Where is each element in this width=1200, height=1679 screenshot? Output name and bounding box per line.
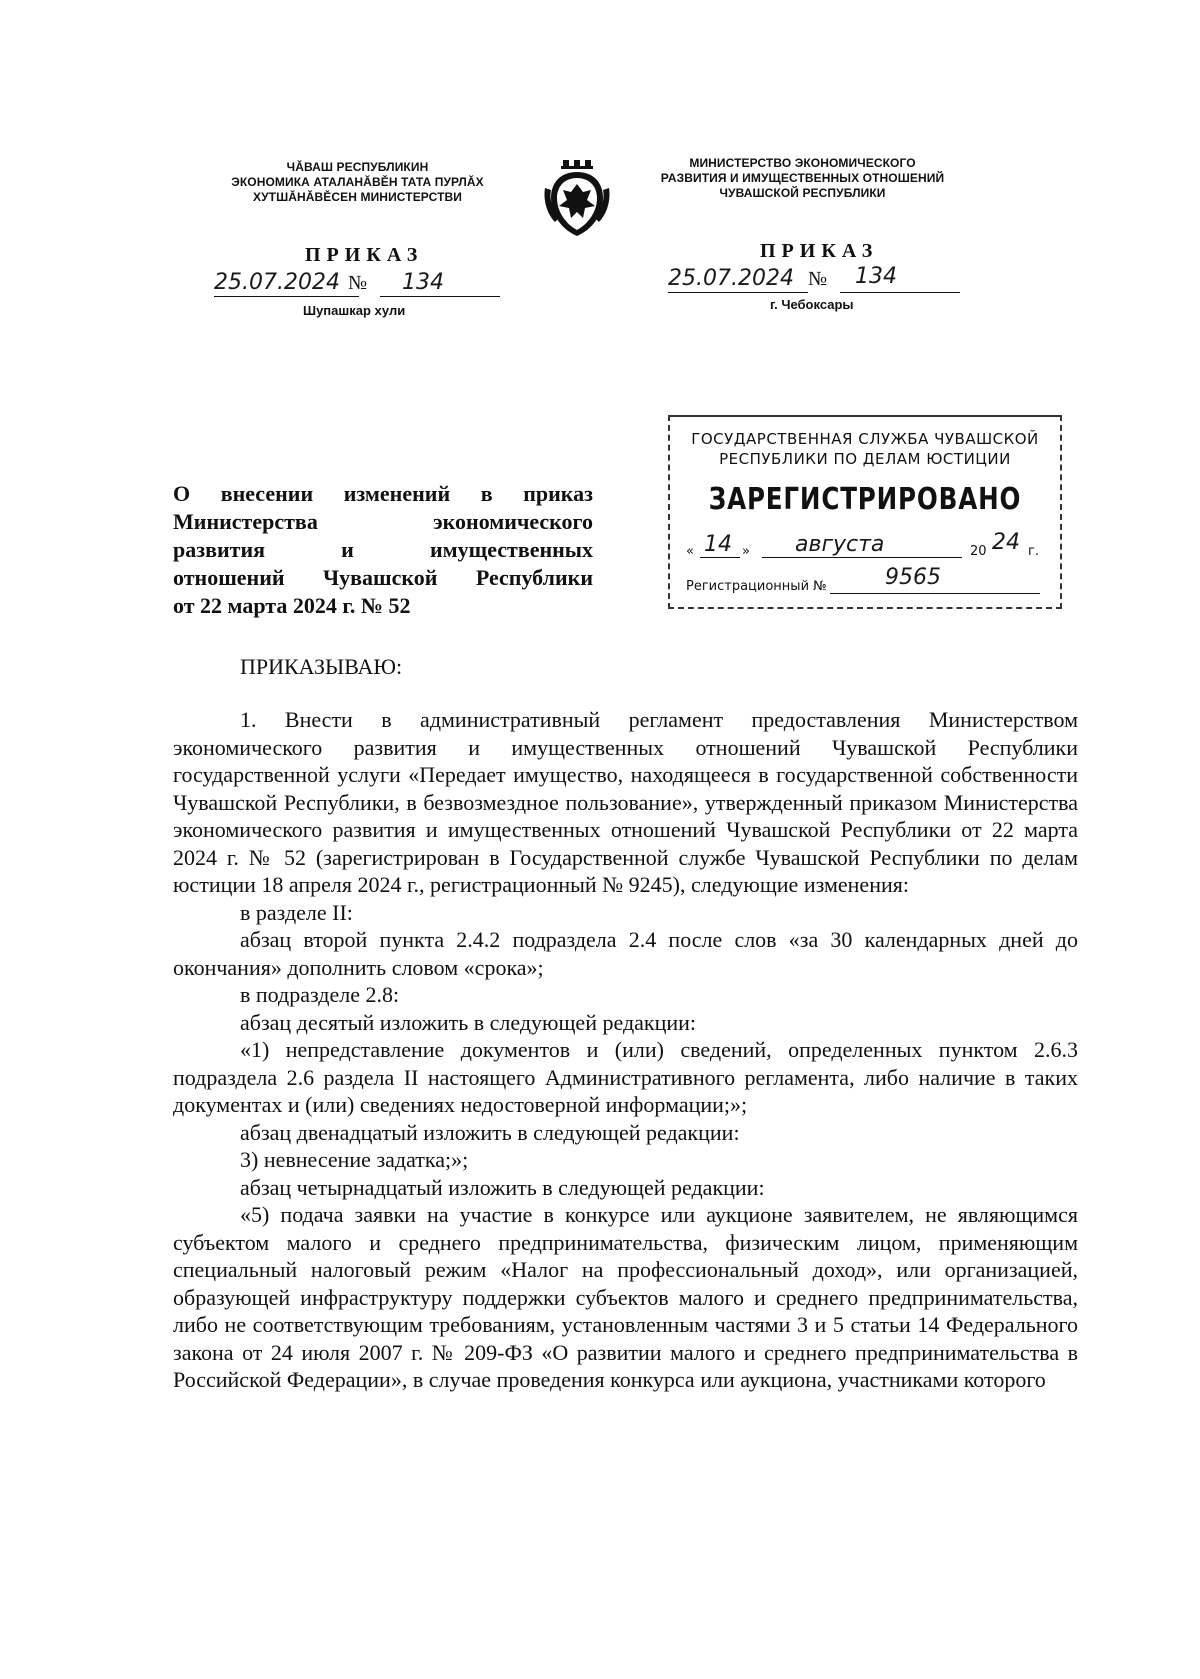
title-line: Министерства экономического [173,509,593,534]
body-paragraph: абзац двенадцатый изложить в следующей редакции: [240,1119,740,1145]
stamp-month-underline [762,557,962,558]
body-paragraph: абзац четырнадцатый изложить в следующей редакции: [240,1174,765,1200]
stamp-org-line: РЕСПУБЛИКИ ПО ДЕЛАМ ЮСТИЦИИ [719,450,1011,468]
header-right-ministry-name [640,156,965,201]
body-paragraph: 1. Внести в административный регламент предоставления Министерством экономического развития и имущественных отношений Чувашской Республики государственной услуги «Передает имущество, находящееся в государственной собственности Чувашской Республики, в безвозмездное пользование», утвержденный приказом Министерства экономического развития и имущественных отношений Чувашской Республики от 22 марта 2024 г. № 52 (зарегистрирован в Государственной службе Чувашской Республики по делам юстиции 18 апреля 2024 г., регистрационный № 9245), следующие изменения: [173,707,1078,897]
stamp-reg-number: 9565 [885,565,941,590]
body-paragraph: абзац десятый изложить в следующей редакции: [240,1009,697,1035]
order-date-right-underline [668,292,808,293]
header-left-line: ХУТШĂНĂВĚСЕН МИНИСТЕРСТВИ [252,190,462,204]
stamp-reg-label: Регистрационный № [686,579,827,594]
stamp-status: ЗАРЕГИСТРИРОВАНО [708,482,1022,517]
stamp-close-quote: » [742,544,750,559]
order-number-left-underline [380,296,500,297]
header-right-line: МИНИСТЕРСТВО ЭКОНОМИЧЕСКОГО [689,156,916,170]
order-city-right: г. Чебоксары [770,297,854,312]
order-number-right-underline [840,292,960,293]
order-label-left: ПРИКАЗ [305,244,424,266]
order-number-sign-right: № [808,268,828,290]
stamp-organization [670,429,1060,469]
coat-of-arms-icon [541,158,613,240]
body-paragraph: в подразделе 2.8: [240,982,400,1007]
header-right-line: РАЗВИТИЯ И ИМУЩЕСТВЕННЫХ ОТНОШЕНИЙ [660,171,945,185]
stamp-open-quote: « [686,544,694,559]
stamp-reg-underline [830,593,1040,594]
body-paragraph: 3) невнесение задатка;»; [240,1147,469,1172]
stamp-year-suffix: 24 [992,530,1020,555]
stamp-year-unit: г. [1028,544,1039,559]
header-left-line: ЧĂВАШ РЕСПУБЛИКИН [286,160,429,174]
stamp-org-line: ГОСУДАРСТВЕННАЯ СЛУЖБА ЧУВАШСКОЙ [691,430,1039,448]
order-label-right: ПРИКАЗ [760,240,879,262]
stamp-month: августа [795,532,885,557]
title-line: развития и имущественных [173,537,593,562]
order-word: ПРИКАЗЫВАЮ: [240,654,403,679]
header-left-ministry-name [205,160,510,205]
order-date-left: 25.07.2024 [214,270,340,295]
stamp-day-underline [700,557,740,558]
order-date-right: 25.07.2024 [668,266,794,291]
order-number-sign-left: № [348,272,368,294]
title-line: от 22 марта 2024 г. № 52 [173,593,411,618]
stamp-year-prefix: 20 [970,544,987,559]
document-body [173,706,1078,1394]
body-paragraph: «1) непредставление документов и (или) сведений, определенных пунктом 2.6.3 подраздела 2.6 раздела II настоящего Административного регламента, либо наличие в таких документах и (или) сведениях недостоверной информации;»; [173,1037,1078,1117]
body-paragraph: в разделе II: [240,899,353,925]
document-title [173,480,593,620]
order-number-right: 134 [855,264,897,289]
header-left-line: ЭКОНОМИКА АТАЛАНĂВĚН ТАТА ПУРЛĂХ [231,175,484,189]
order-date-left-underline [214,296,359,297]
body-paragraph: «5) подача заявки на участие в конкурсе или аукционе заявителем, не являющимся субъектом малого и среднего предпринимательства, физическим лицом, применяющим специальный налоговый режим «Налог на профессиональный доход», или организацией, образующей инфраструктуру поддержки субъектов малого и среднего предпринимательства, либо не соответствующим требованиям, установленным частями 3 и 5 статьи 14 Федерального закона от 24 июля 2007 г. № 209-ФЗ «О развитии малого и среднего предпринимательства в Российской Федерации», в случае проведения конкурса или аукциона, участниками которого [173,1202,1078,1392]
title-line: О внесении изменений в приказ [173,481,593,506]
order-city-left: Шупашкар хули [303,303,406,318]
stamp-day: 14 [704,532,732,557]
title-line: отношений Чувашской Республики [173,565,593,590]
header-right-line: ЧУВАШСКОЙ РЕСПУБЛИКИ [719,186,886,200]
order-number-left: 134 [402,270,444,295]
body-paragraph: абзац второй пункта 2.4.2 подраздела 2.4 после слов «за 30 календарных дней до окончания» дополнить словом «срока»; [173,927,1078,980]
registration-stamp [668,415,1062,609]
